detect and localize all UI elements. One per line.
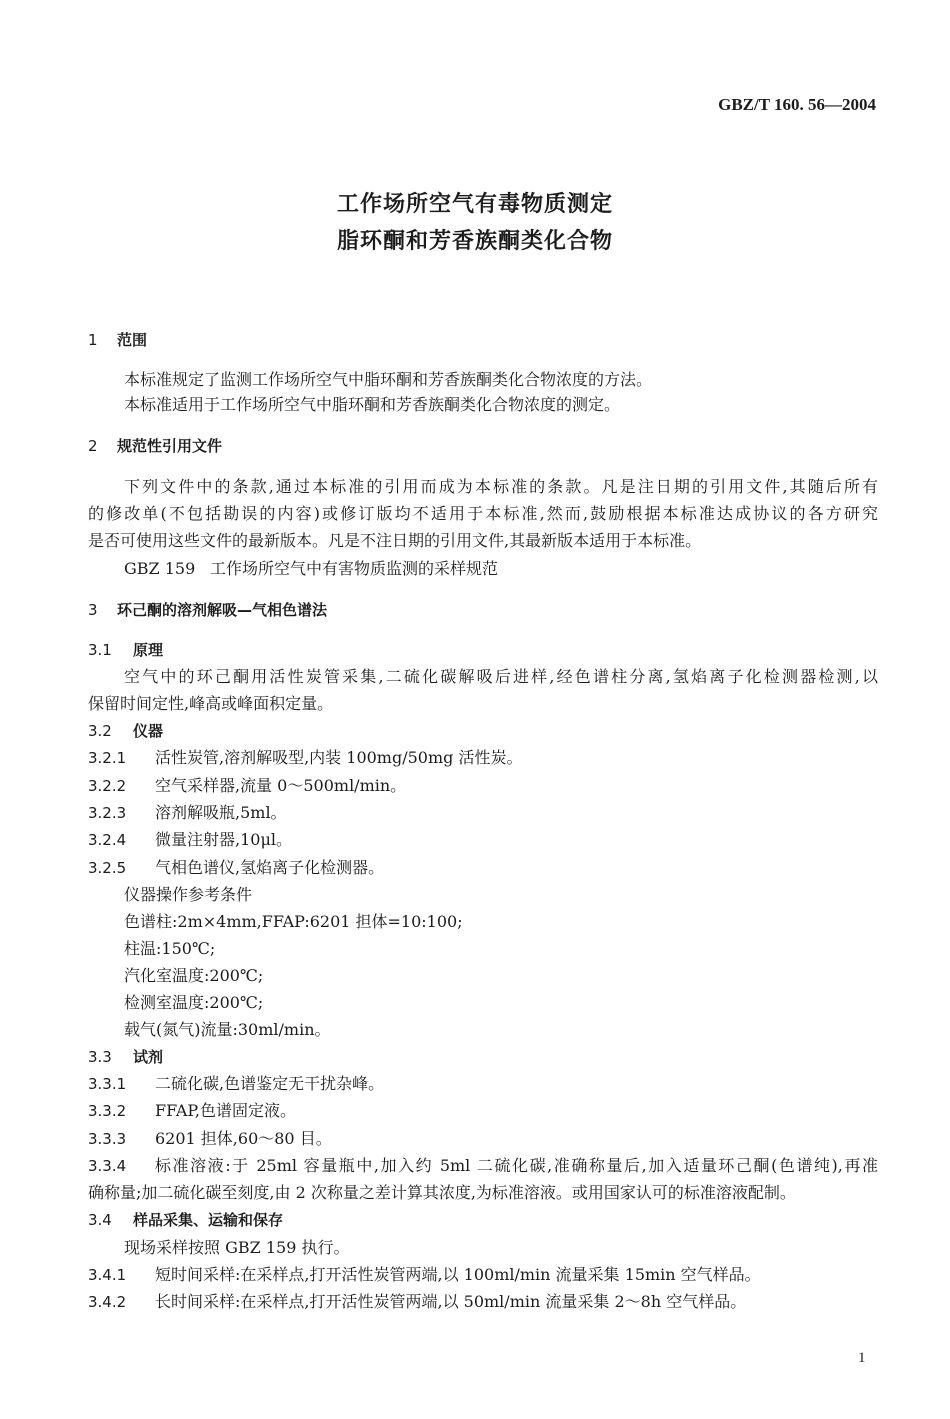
conditions-title: 仪器操作参考条件 [124,885,253,904]
section-2-line-1: 下列文件中的条款,通过本标准的引用而成为本标准的条款。凡是注日期的引用文件,其随后所有 [124,477,878,496]
condition-column: 色谱柱:2m×4mm,FFAP:6201 担体=10:100; [124,912,463,931]
paragraph-line [0,694,950,714]
conditions-heading [0,885,950,905]
title-line-2: 脂环酮和芳香族酮类化合物 [336,229,613,254]
condition-vaporizer-temp: 汽化室温度:200℃; [124,966,264,985]
item-text: 溶剂解吸瓶,5ml。 [155,803,287,822]
section-title: 环己酮的溶剂解吸—气相色谱法 [117,601,328,619]
title-line-1: 工作场所空气有毒物质测定 [336,192,613,217]
item-number: 3.4.2 [88,1293,127,1311]
subsection-number: 3.4 [88,1211,112,1229]
normative-reference [0,559,950,579]
paragraph-line [0,477,950,497]
item-text: 微量注射器,10μl。 [155,830,292,849]
section-2-line-3: 是否可使用这些文件的最新版本。凡是不注日期的引用文件,其最新版本适用于本标准。 [88,531,702,550]
item-text: FFAP,色谱固定液。 [155,1101,296,1120]
section-1-paragraph-2: 本标准适用于工作场所空气中脂环酮和芳香族酮类化合物浓度的测定。 [124,395,621,414]
item-number: 3.2.2 [88,777,127,795]
principle-line-2: 保留时间定性,峰高或峰面积定量。 [88,694,334,713]
list-item [0,803,950,823]
subsection-3-1-heading [0,640,950,660]
item-text: 空气采样器,流量 0～500ml/min。 [155,776,407,795]
paragraph-line [0,531,950,551]
section-1-paragraph-1: 本标准规定了监测工作场所空气中脂环酮和芳香族酮类化合物浓度的方法。 [124,370,653,389]
item-number: 3.3.3 [88,1130,127,1148]
reference-title: 工作场所空气中有害物质监测的采样规范 [210,559,499,578]
item-text: 长时间采样:在采样点,打开活性炭管两端,以 50ml/min 流量采集 2～8h 空气样品。 [155,1292,747,1311]
list-item [0,1074,950,1094]
section-number: 3 [88,601,98,619]
item-number: 3.3.4 [88,1157,127,1175]
sampling-intro: 现场采样按照 GBZ 159 执行。 [124,1238,350,1257]
item-number: 3.2.5 [88,859,127,877]
item-number: 3.2.4 [88,831,127,849]
paragraph-line [0,504,950,524]
condition-line [0,1020,950,1040]
section-2-heading [0,436,950,456]
subsection-number: 3.1 [88,641,112,659]
list-item [0,1129,950,1149]
subsection-title: 试剂 [133,1048,164,1066]
condition-line [0,993,950,1013]
principle-line-1: 空气中的环己酮用活性炭管采集,二硫化碳解吸后进样,经色谱柱分离,氢焰离子化检测器检测,以 [124,667,878,686]
condition-line [0,912,950,932]
item-text: 二硫化碳,色谱鉴定无干扰杂峰。 [155,1074,385,1093]
item-number: 3.3.2 [88,1102,127,1120]
paragraph-line [0,1238,950,1258]
list-item [0,1101,950,1121]
subsection-title: 原理 [133,641,164,659]
list-item [0,748,950,768]
item-number: 3.2.3 [88,804,127,822]
standard-code: GBZ/T 160. 56—2004 [718,95,876,114]
reference-code: GBZ 159 [124,559,196,578]
list-item [0,776,950,796]
subsection-3-2-heading [0,721,950,741]
condition-line [0,966,950,986]
item-text-line-1: 标准溶液:于 25ml 容量瓶中,加入约 5ml 二硫化碳,准确称量后,加入适量环己酮(色谱纯),再准 [155,1156,878,1175]
paragraph-line [0,667,950,687]
item-number: 3.4.1 [88,1266,127,1284]
item-text: 活性炭管,溶剂解吸型,内装 100mg/50mg 活性炭。 [155,748,523,767]
subsection-3-3-heading [0,1047,950,1067]
paragraph-line [0,370,950,390]
condition-carrier-gas: 载气(氮气)流量:30ml/min。 [124,1020,331,1039]
item-text: 气相色谱仪,氢焰离子化检测器。 [155,858,385,877]
list-item [0,858,950,878]
list-item [0,1292,950,1312]
subsection-number: 3.3 [88,1048,112,1066]
subsection-3-4-heading [0,1210,950,1230]
page-number: 1 [858,1350,866,1366]
subsection-number: 3.2 [88,722,112,740]
paragraph-line [0,395,950,415]
condition-detector-temp: 检测室温度:200℃; [124,993,264,1012]
section-number: 1 [88,331,98,349]
item-text-line-2: 确称量;加二硫化碳至刻度,由 2 次称量之差计算其浓度,为标准溶液。或用国家认可的标准溶液配制。 [88,1183,796,1202]
item-number: 3.3.1 [88,1075,127,1093]
list-item [0,1156,950,1176]
list-item [0,1265,950,1285]
section-1-heading [0,330,950,350]
list-item-continuation [0,1183,950,1203]
subsection-title: 样品采集、运输和保存 [133,1211,284,1229]
list-item [0,830,950,850]
section-2-line-2: 的修改单(不包括勘误的内容)或修订版均不适用于本标准,然而,鼓励根据本标准达成协议的各方研究 [88,504,878,523]
condition-column-temp: 柱温:150℃; [124,939,216,958]
item-text: 短时间采样:在采样点,打开活性炭管两端,以 100ml/min 流量采集 15min 空气样品。 [155,1265,761,1284]
section-title: 规范性引用文件 [117,437,223,455]
section-3-heading [0,600,950,620]
item-text: 6201 担体,60～80 目。 [155,1129,332,1148]
condition-line [0,939,950,959]
item-number: 3.2.1 [88,749,127,767]
section-number: 2 [88,437,98,455]
subsection-title: 仪器 [133,722,164,740]
section-title: 范围 [117,331,148,349]
